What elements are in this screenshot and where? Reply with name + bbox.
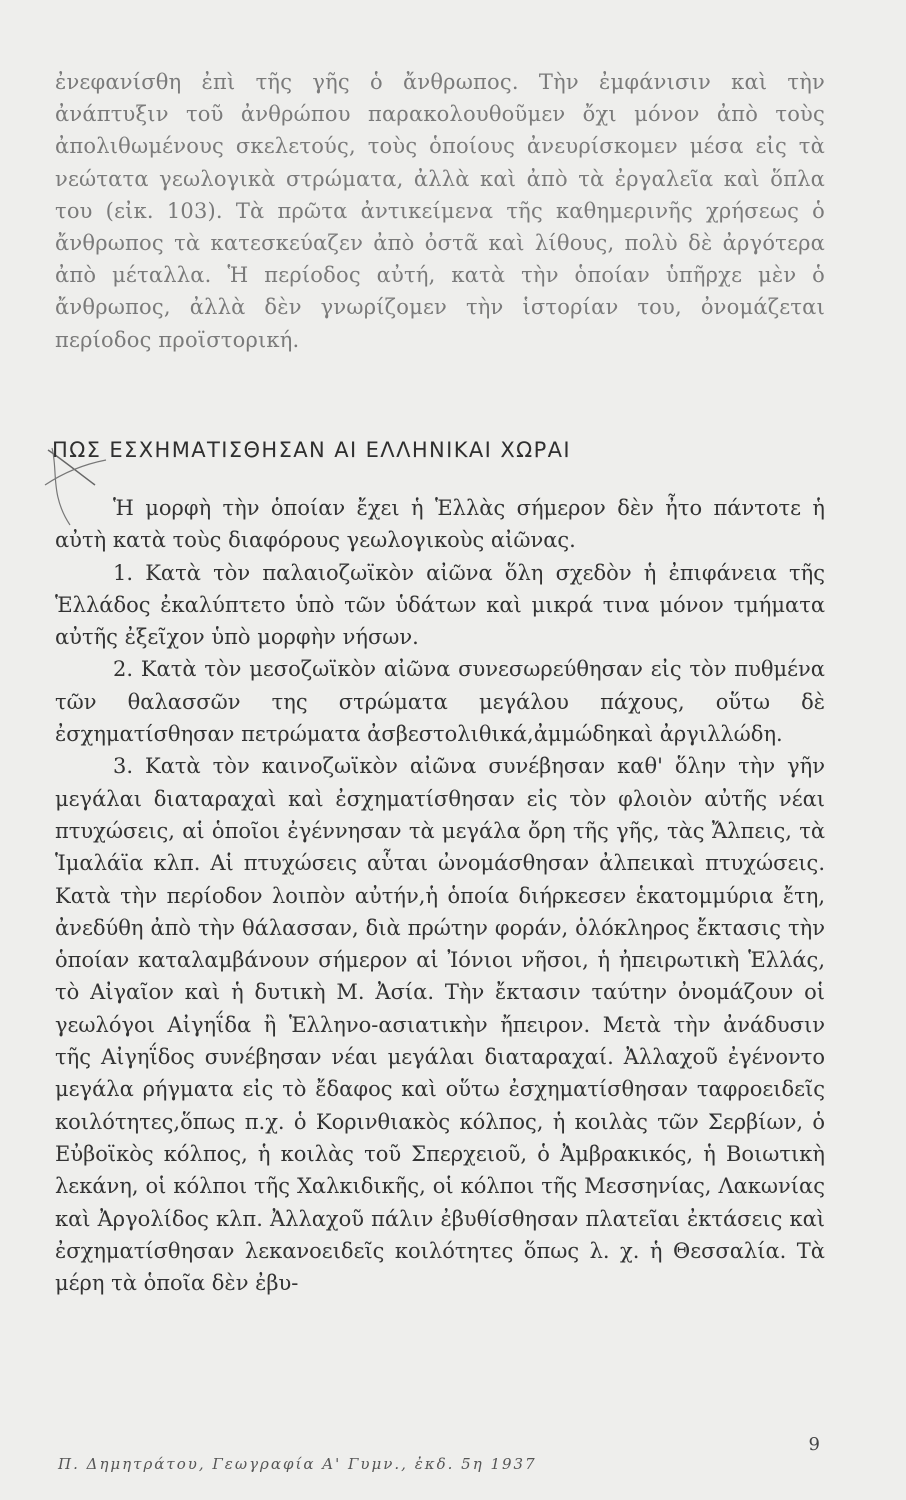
intro-paragraph: ἐνεφανίσθη ἐπὶ τῆς γῆς ὁ ἄνθρωπος. Τὴν ἐμφάνισιν καὶ τὴν ἀνάπτυξιν τοῦ ἀνθρώπου παρακολουθοῦμεν ὄχι μόνον ἀπὸ τοὺς ἀπολιθωμένους σκελετούς, τοὺς ὁποίους ἀνευρίσκομεν μέσα εἰς τὰ νεώτατα γεωλογικὰ στρώματα, ἀλλὰ καὶ ἀπὸ τὰ ἐργαλεῖα καὶ ὅπλα του (εἰκ. 103). Τὰ πρῶτα ἀντικείμενα τῆς καθημερινῆς χρήσεως ὁ ἄνθρωπος τὰ κατεσκεύαζεν ἀπὸ ὀστᾶ καὶ λίθους, πολὺ δὲ ἀργότερα ἀπὸ μέταλλα. Ἡ περίοδος αὐτή, κατὰ τὴν ὁποίαν ὑπῆρχε μὲν ὁ ἄνθρωπος, ἀλλὰ δὲν γνωρίζομεν τὴν ἱστορίαν του, ὀνομάζεται περίοδος προϊστορική. [55, 70, 825, 352]
footer-citation: Π. Δημητράτου, Γεωγραφία Α' Γυμν., ἐκδ. 5η 1937 [58, 1455, 537, 1473]
section-body [55, 492, 825, 1299]
body-paragraph: 3. Κατὰ τὸν καινοζωϊκὸν αἰῶνα συνέβησαν καθ' ὅλην τὴν γῆν μεγάλαι διαταραχαὶ καὶ ἐσχηματίσθησαν εἰς τὸν φλοιὸν αὐτῆς νέαι πτυχώσεις, αἱ ὁποῖοι ἐγέννησαν τὰ μεγάλα ὄρη τῆς γῆς, τὰς Ἄλπεις, τὰ Ἱμαλάϊα κλπ. Αἱ πτυχώσεις αὗται ὠνομάσθησαν ἀλπεικαὶ πτυχώσεις. Κατὰ τὴν περίοδον λοιπὸν αὐτήν,ἡ ὁποία διήρκεσεν ἑκατομμύρια ἔτη, ἀνεδύθη ἀπὸ τὴν θάλασσαν, διὰ πρώτην φοράν, ὁλόκληρος ἔκτασις τὴν ὁποίαν καταλαμβάνουν σήμερον αἱ Ἰόνιοι νῆσοι, ἡ ἠπειρωτικὴ Ἑλλάς, τὸ Αἰγαῖον καὶ ἡ δυτικὴ Μ. Ἀσία. Τὴν ἔκτασιν ταύτην ὀνομάζουν οἱ γεωλόγοι Αἰγηΐδα ἢ Ἑλληνο-ασιατικὴν ἤπειρον. Μετὰ τὴν ἀνάδυσιν τῆς Αἰγηΐδος συνέβησαν νέαι μεγάλαι διαταραχαί. Ἀλλαχοῦ ἐγένοντο μεγάλα ρήγματα εἰς τὸ ἔδαφος καὶ οὕτω ἐσχηματίσθησαν ταφροειδεῖς κοιλότητες,ὅπως π.χ. ὁ Κορινθιακὸς κόλπος, ἡ κοιλὰς τῶν Σερβίων, ὁ Εὐβοϊκὸς κόλπος, ἡ κοιλὰς τοῦ Σπερχειοῦ, ὁ Ἀμβρακικός, ἡ Βοιωτικὴ λεκάνη, οἱ κόλποι τῆς Χαλκιδικῆς, οἱ κόλποι τῆς Μεσσηνίας, Λακωνίας καὶ Ἀργολίδος κλπ. Ἀλλαχοῦ πάλιν ἐβυθίσθησαν πλατεῖαι ἐκτάσεις καὶ ἐσχηματίσθησαν λεκανοειδεῖς κοιλότητες ὅπως λ. χ. ἡ Θεσσαλία. Τὰ μέρη τὰ ὁποῖα δὲν ἐβυ- [55, 754, 825, 1296]
section-heading: ΠΩΣ ΕΣΧΗΜΑΤΙΣΘΗΣΑΝ ΑΙ ΕΛΛΗΝΙΚΑΙ ΧΩΡΑΙ [52, 438, 571, 462]
body-paragraph: 1. Κατὰ τὸν παλαιοζωϊκὸν αἰῶνα ὅλη σχεδὸν ἡ ἐπιφάνεια τῆς Ἑλλάδος ἐκαλύπτετο ὑπὸ τῶν ὑδάτων καὶ μικρά τινα μόνον τμήματα αὐτῆς ἐξεῖχον ὑπὸ μορφὴν νήσων. [55, 560, 825, 650]
body-paragraph: 2. Κατὰ τὸν μεσοζωϊκὸν αἰῶνα συνεσωρεύθησαν εἰς τὸν πυθμένα τῶν θαλασσῶν της στρώματα μεγάλου πάχους, οὕτω δὲ ἐσχηματίσθησαν πετρώματα ἀσβεστολιθικά,ἀμμώδηκαὶ ἀργιλλώδη. [55, 657, 825, 747]
body-paragraph: Ἡ μορφὴ τὴν ὁποίαν ἔχει ἡ Ἑλλὰς σήμερον δὲν ἦτο πάντοτε ἡ αὐτὴ κατὰ τοὺς διαφόρους γεωλογικοὺς αἰῶνας. [55, 496, 825, 553]
page-number: 9 [808, 1434, 820, 1455]
